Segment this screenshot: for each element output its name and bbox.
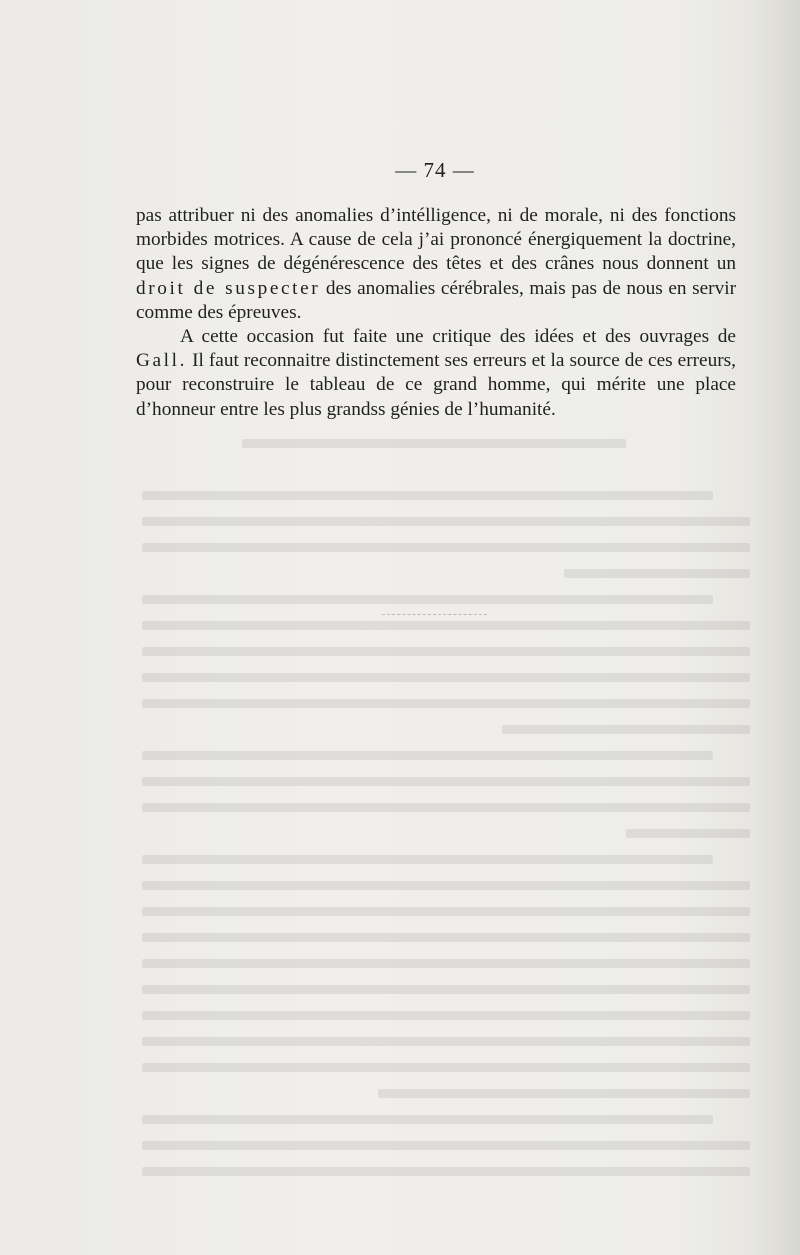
page-edge-shadow bbox=[755, 0, 800, 1255]
page-number: — 74 — bbox=[395, 158, 475, 182]
paragraph bbox=[136, 325, 736, 422]
paragraph-text: pas attribuer ni des anomalies d’intélligence, ni de morale, ni des fonctions morbides motrices. A cause de cela j’ai prononcé énergiquement la doctrine, que les signes de dégénérescence des têtes et des crânes nous donnent un bbox=[136, 205, 736, 275]
paragraph-text: A cette occasion fut faite une critique des idées et des ouvrages de bbox=[180, 326, 736, 348]
reverse-side-bleed-through bbox=[130, 430, 750, 1190]
emphasized-name: Gall. bbox=[136, 350, 188, 372]
separator-rule bbox=[382, 614, 487, 615]
body-text bbox=[136, 204, 736, 422]
paragraph bbox=[136, 204, 736, 325]
emphasized-text: droit de suspecter bbox=[136, 277, 321, 299]
paragraph-text: des anomalies cérébrales, mais pas de nous en servir comme des épreuves. bbox=[136, 277, 736, 323]
paragraph-text: Il faut reconnaitre distinctement ses erreurs et la source de ces erreurs, pour reconstruire le tableau de ce grand homme, qui mérite une place d’honneur entre les plus grandss génies de l’humanité. bbox=[136, 350, 736, 420]
